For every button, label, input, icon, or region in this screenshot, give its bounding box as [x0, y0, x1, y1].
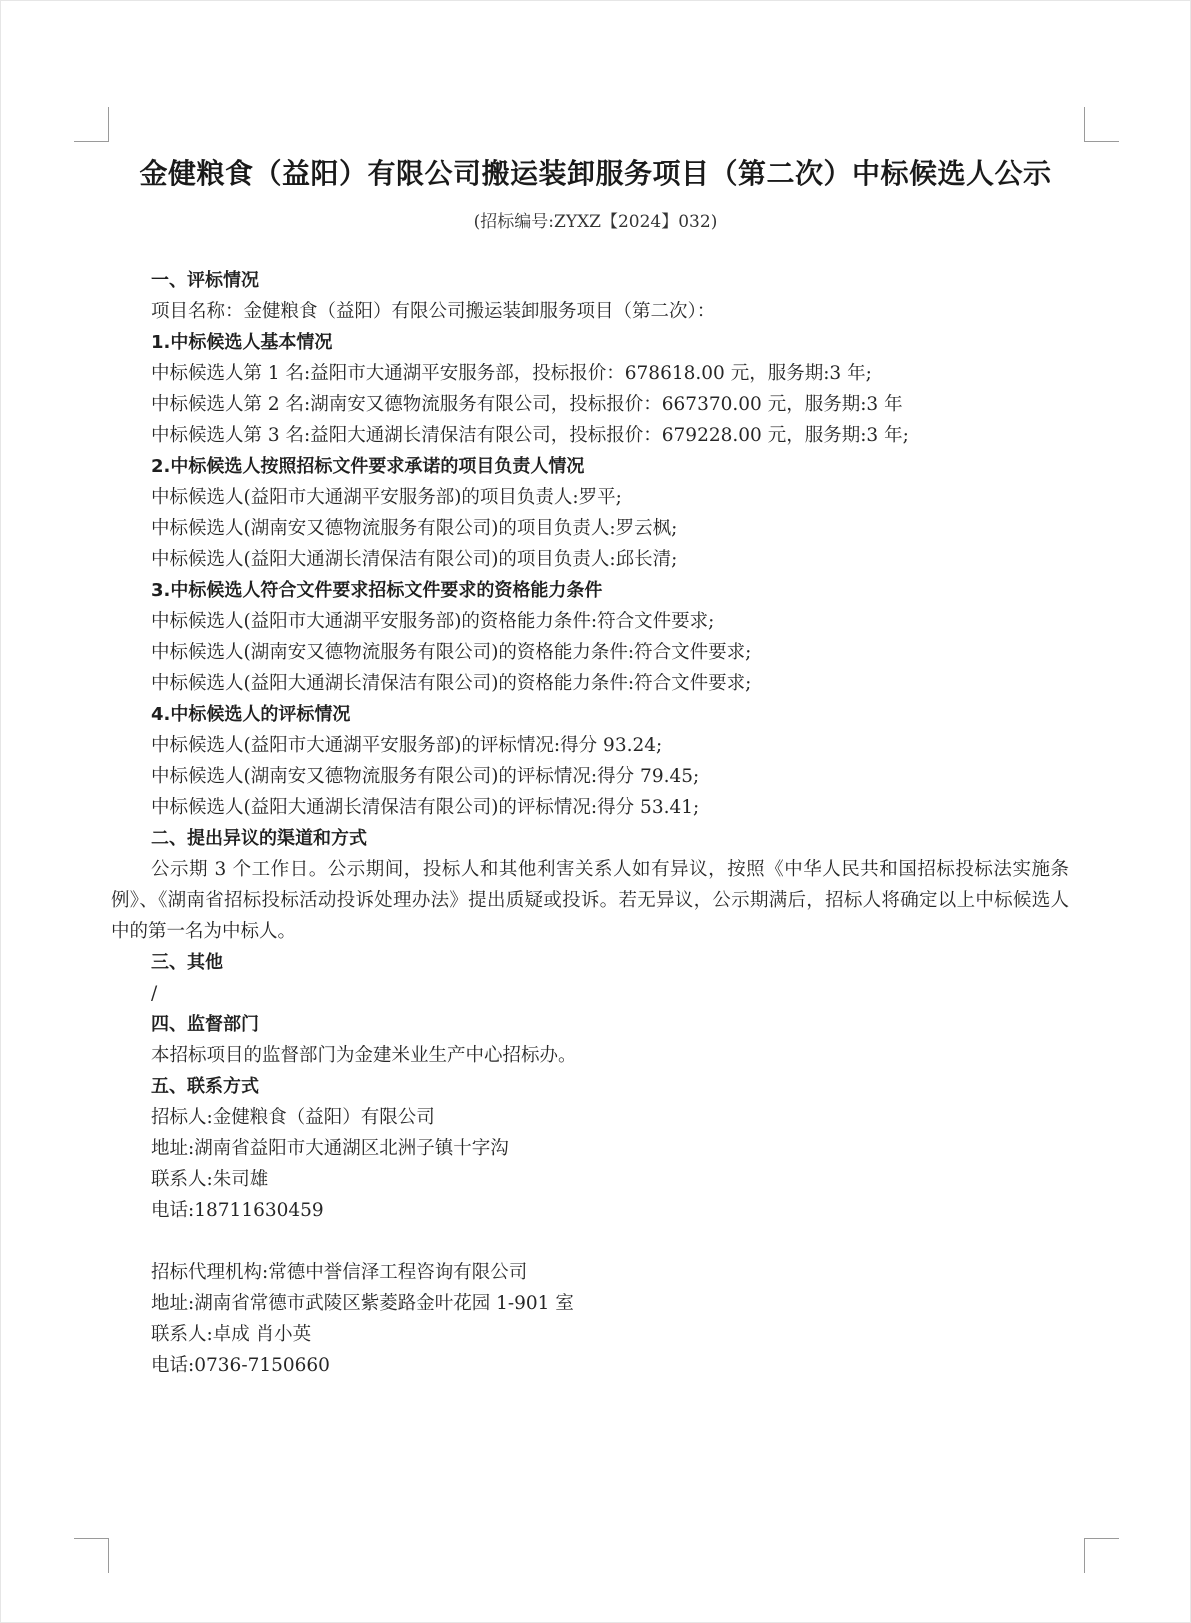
agency-contact: 联系人:卓成 肖小英: [151, 1324, 312, 1345]
subsection-heading-basic-info: 1.中标候选人基本情况: [151, 332, 333, 353]
candidate-basic-line: 中标候选人第 3 名:益阳大通湖长清保洁有限公司，投标报价：679228.00 元，服务期:3 年;: [151, 425, 909, 446]
section-heading-objection: 二、提出异议的渠道和方式: [151, 828, 367, 849]
subsection-heading-score: 4.中标候选人的评标情况: [151, 704, 351, 725]
candidate-manager-line: 中标候选人(湖南安又德物流服务有限公司)的项目负责人:罗云枫;: [151, 518, 678, 539]
candidate-manager-line: 中标候选人(益阳大通湖长清保洁有限公司)的项目负责人:邱长清;: [151, 549, 678, 570]
section-heading-contact: 五、联系方式: [151, 1076, 259, 1097]
crop-mark-top-right: [1084, 107, 1119, 142]
candidate-qualification-line: 中标候选人(益阳市大通湖平安服务部)的资格能力条件:符合文件要求;: [151, 611, 715, 632]
section-heading-evaluation: 一、评标情况: [151, 270, 259, 291]
candidate-qualification-line: 中标候选人(湖南安又德物流服务有限公司)的资格能力条件:符合文件要求;: [151, 642, 752, 663]
spacer: [111, 1226, 1081, 1257]
objection-paragraph: 公示期 3 个工作日。公示期间，投标人和其他利害关系人如有异议，按照《中华人民共和国招标投标法实施条例》、《湖南省招标投标活动投诉处理办法》提出质疑或投诉。若无异议，公示期满后，招标人将确定以上中标候选人中的第一名为中标人。: [111, 859, 1069, 942]
section-heading-other: 三、其他: [151, 952, 223, 973]
agency-address: 地址:湖南省常德市武陵区紫菱路金叶花园 1-901 室: [151, 1293, 574, 1314]
candidate-score-line: 中标候选人(湖南安又德物流服务有限公司)的评标情况:得分 79.45;: [151, 766, 700, 787]
candidate-basic-line: 中标候选人第 2 名:湖南安又德物流服务有限公司，投标报价：667370.00 元，服务期:3 年: [151, 394, 903, 415]
candidate-qualification-line: 中标候选人(益阳大通湖长清保洁有限公司)的资格能力条件:符合文件要求;: [151, 673, 752, 694]
tenderer-name: 招标人:金健粮食（益阳）有限公司: [151, 1107, 435, 1128]
candidate-manager-line: 中标候选人(益阳市大通湖平安服务部)的项目负责人:罗平;: [151, 487, 622, 508]
subsection-heading-manager: 2.中标候选人按照招标文件要求承诺的项目负责人情况: [151, 456, 585, 477]
other-text: /: [151, 983, 158, 1004]
project-name: 项目名称：金健粮食（益阳）有限公司搬运装卸服务项目（第二次）：: [151, 301, 716, 322]
subsection-heading-qualification: 3.中标候选人符合文件要求招标文件要求的资格能力条件: [151, 580, 603, 601]
document-body: [111, 265, 1081, 1381]
crop-mark-bottom-left: [74, 1538, 109, 1573]
supervision-text: 本招标项目的监督部门为金建米业生产中心招标办。: [151, 1045, 577, 1066]
candidate-basic-line: 中标候选人第 1 名:益阳市大通湖平安服务部，投标报价：678618.00 元，服务期:3 年;: [151, 363, 872, 384]
candidate-score-line: 中标候选人(益阳大通湖长清保洁有限公司)的评标情况:得分 53.41;: [151, 797, 700, 818]
agency-name: 招标代理机构:常德中誉信泽工程咨询有限公司: [151, 1262, 528, 1283]
agency-phone: 电话:0736-7150660: [151, 1355, 330, 1376]
crop-mark-top-left: [74, 107, 109, 142]
tenderer-contact: 联系人:朱司雄: [151, 1169, 269, 1190]
candidate-score-line: 中标候选人(益阳市大通湖平安服务部)的评标情况:得分 93.24;: [151, 735, 663, 756]
tender-number: (招标编号:ZYXZ【2024】032): [473, 212, 718, 232]
tenderer-phone: 电话:18711630459: [151, 1200, 324, 1221]
document-title: 金健粮食（益阳）有限公司搬运装卸服务项目（第二次）中标候选人公示: [139, 157, 1052, 190]
crop-mark-bottom-right: [1084, 1538, 1119, 1573]
section-heading-supervision: 四、监督部门: [151, 1014, 259, 1035]
tenderer-address: 地址:湖南省益阳市大通湖区北洲子镇十字沟: [151, 1138, 509, 1159]
